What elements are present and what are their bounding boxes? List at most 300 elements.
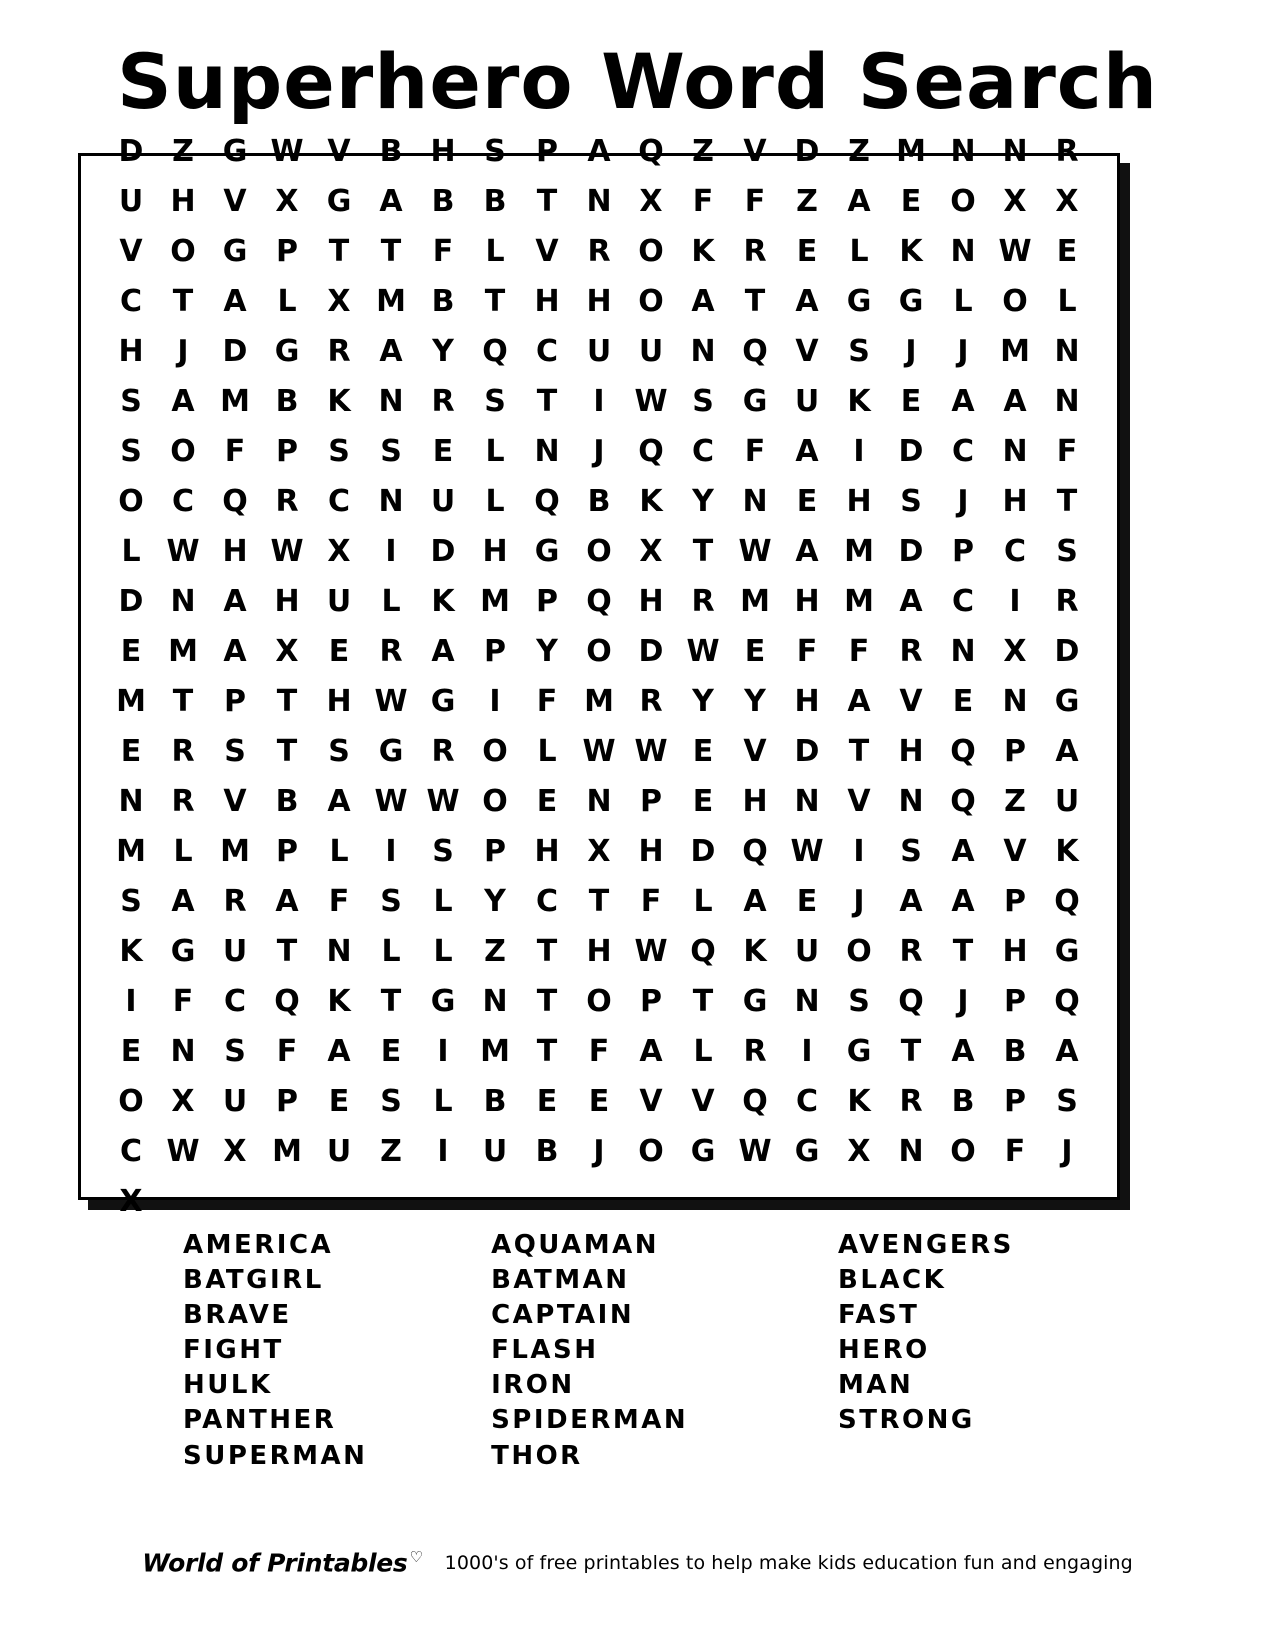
grid-cell: A [275,883,299,919]
grid-cell: E [120,633,142,669]
grid-cell: V [639,1083,663,1119]
grid-cell: O [950,1133,976,1169]
grid-cell: W [426,783,460,819]
grid-cell: E [120,733,142,769]
grid-cell: I [853,833,865,869]
grid-cell: P [276,833,298,869]
grid-cell: R [275,483,299,519]
grid-cell: X [1055,183,1079,219]
grid-cell: O [170,433,196,469]
grid-cell: S [328,733,350,769]
grid-cell: Y [432,333,454,369]
grid-cell: X [639,533,663,569]
grid-cell: A [847,683,871,719]
grid-cell: W [738,1133,772,1169]
grid-cell: F [588,1033,610,1069]
grid-cell: M [844,533,874,569]
grid-cell: P [276,433,298,469]
grid-cell: V [795,333,819,369]
grid-cell: M [116,683,146,719]
brand-name: World of Printables [142,1548,408,1578]
grid-cell: T [172,683,194,719]
grid-cell: T [952,933,974,969]
grid-cell: Y [484,883,506,919]
grid-cell: S [1056,533,1078,569]
grid-cell: Q [690,933,716,969]
grid-cell: L [381,583,401,619]
grid-cell: Z [1004,783,1026,819]
grid-cell: A [327,1033,351,1069]
grid-cell: W [738,533,772,569]
grid-cell: J [1061,1133,1073,1169]
grid-cell: W [270,533,304,569]
grid-cell: H [1002,483,1028,519]
grid-cell: A [951,833,975,869]
grid-cell: S [848,983,870,1019]
grid-cell: H [482,533,508,569]
grid-cell: T [692,983,714,1019]
grid-cell: F [848,633,870,669]
word-list-item: AMERICA [183,1230,334,1260]
word-list-item: THOR [491,1440,583,1471]
grid-cell: E [952,683,974,719]
grid-cell: V [535,233,559,269]
grid-cell: S [484,133,506,169]
grid-cell: W [166,533,200,569]
grid-cell: L [485,483,505,519]
heart-icon: ♡ [409,1548,423,1566]
grid-cell: H [586,283,612,319]
grid-cell: K [847,383,871,419]
grid-cell: T [380,233,402,269]
grid-cell: M [740,583,770,619]
grid-cell: K [743,933,767,969]
grid-cell: N [794,983,820,1019]
word-list-item: SPIDERMAN [491,1405,689,1436]
grid-cell: G [534,533,560,569]
grid-cell: Y [536,633,558,669]
grid-cell: S [120,883,142,919]
grid-cell: Y [692,683,714,719]
grid-cell: S [380,433,402,469]
grid-cell: A [743,883,767,919]
grid-cell: H [742,783,768,819]
grid-cell: C [951,433,975,469]
grid-cell: B [535,1133,559,1169]
grid-cell: O [586,633,612,669]
grid-cell: N [950,133,976,169]
grid-cell: H [898,733,924,769]
grid-cell: E [536,783,558,819]
grid-cell: A [327,783,351,819]
grid-cell: G [222,233,248,269]
grid-cell: D [118,583,144,619]
grid-cell: Q [586,583,612,619]
grid-cell: I [801,1033,813,1069]
grid-cell: O [118,483,144,519]
grid-cell: A [899,583,923,619]
word-list-item: AVENGERS [838,1230,1014,1260]
grid-cell: D [794,133,820,169]
grid-cell: M [844,583,874,619]
grid-cell: A [223,633,247,669]
grid-cell: R [223,883,247,919]
footer [0,1548,1275,1577]
grid-cell: N [534,433,560,469]
grid-cell: D [898,433,924,469]
grid-cell: J [957,333,969,369]
grid-cell: N [950,633,976,669]
grid-cell: M [272,1133,302,1169]
page-title: Superhero Word Search [117,37,1158,126]
grid-cell: U [586,333,612,369]
grid-cell: C [327,483,351,519]
grid-cell: N [586,183,612,219]
word-search-grid [78,133,1120,1219]
word-list-item: BLACK [838,1265,947,1296]
grid-cell: H [534,283,560,319]
grid-cell: C [795,1083,819,1119]
grid-cell: L [485,433,505,469]
grid-cell: P [536,583,558,619]
grid-cell: Z [484,933,506,969]
grid-cell: Q [950,783,976,819]
grid-cell: I [489,683,501,719]
grid-cell: W [634,383,668,419]
grid-cell: S [900,833,922,869]
grid-cell: G [1054,683,1080,719]
grid-cell: P [276,233,298,269]
grid-cell: C [535,883,559,919]
grid-cell: F [536,683,558,719]
grid-cell: O [638,233,664,269]
word-list-item: HULK [183,1370,273,1401]
grid-cell: B [275,383,299,419]
grid-cell: S [120,433,142,469]
grid-cell: S [120,383,142,419]
grid-cell: K [639,483,663,519]
grid-cell: B [483,1083,507,1119]
grid-cell: A [431,633,455,669]
grid-cell: H [534,833,560,869]
word-list-column-2 [426,1228,773,1474]
word-list-column-3 [773,1228,1120,1474]
grid-cell: S [1056,1083,1078,1119]
grid-cell: L [693,1033,713,1069]
grid-cell: H [1002,933,1028,969]
grid-cell: M [116,833,146,869]
grid-cell: D [1054,633,1080,669]
grid-cell: Z [796,183,818,219]
grid-cell: Z [172,133,194,169]
grid-cell: E [744,633,766,669]
grid-cell: A [795,283,819,319]
grid-cell: H [274,583,300,619]
grid-cell: E [536,1083,558,1119]
letter-grid [105,127,1093,1227]
grid-cell: U [1054,783,1080,819]
grid-cell: R [587,233,611,269]
grid-cell: A [223,583,247,619]
grid-cell: W [686,633,720,669]
grid-cell: N [898,1133,924,1169]
grid-cell: O [586,983,612,1019]
word-list-item: BATMAN [491,1265,630,1296]
grid-cell: L [433,1083,453,1119]
grid-cell: A [1055,733,1079,769]
grid-cell: N [378,483,404,519]
grid-cell: E [120,1033,142,1069]
grid-cell: P [224,683,246,719]
grid-cell: A [379,333,403,369]
grid-cell: A [171,383,195,419]
grid-cell: L [173,833,193,869]
grid-cell: M [584,683,614,719]
grid-cell: T [536,933,558,969]
grid-cell: R [1055,583,1079,619]
word-list-item: FIGHT [183,1335,284,1366]
grid-cell: B [587,483,611,519]
grid-cell: C [1003,533,1027,569]
grid-cell: L [849,233,869,269]
grid-cell: E [900,383,922,419]
grid-cell: D [638,633,664,669]
grid-cell: O [950,183,976,219]
grid-cell: L [537,733,557,769]
grid-cell: H [794,683,820,719]
grid-cell: V [847,783,871,819]
grid-cell: B [1003,1033,1027,1069]
grid-cell: L [277,283,297,319]
grid-cell: E [380,1033,402,1069]
grid-cell: E [796,233,818,269]
grid-cell: U [326,583,352,619]
grid-cell: G [1054,933,1080,969]
grid-cell: N [898,783,924,819]
grid-cell: V [223,783,247,819]
grid-cell: B [431,283,455,319]
grid-cell: A [951,1033,975,1069]
grid-cell: Q [742,1083,768,1119]
grid-cell: Y [744,683,766,719]
grid-cell: M [220,383,250,419]
grid-cell: E [796,483,818,519]
grid-cell: R [639,683,663,719]
grid-cell: M [896,133,926,169]
grid-cell: E [328,633,350,669]
grid-cell: B [483,183,507,219]
grid-cell: W [634,933,668,969]
grid-cell: N [794,783,820,819]
grid-cell: N [1054,333,1080,369]
word-list-item: HERO [838,1335,930,1366]
grid-cell: Q [742,833,768,869]
grid-cell: G [378,733,404,769]
grid-cell: X [327,533,351,569]
grid-cell: M [220,833,250,869]
grid-cell: P [1004,983,1026,1019]
grid-cell: E [900,183,922,219]
grid-cell: F [796,633,818,669]
grid-cell: F [692,183,714,219]
grid-cell: R [1055,133,1079,169]
grid-cell: H [222,533,248,569]
grid-cell: I [437,1133,449,1169]
grid-cell: O [482,783,508,819]
grid-cell: G [170,933,196,969]
grid-cell: L [121,533,141,569]
word-list-item: MAN [838,1370,914,1401]
grid-cell: D [430,533,456,569]
grid-cell: P [640,783,662,819]
grid-cell: U [638,333,664,369]
grid-cell: P [536,133,558,169]
word-list-item: FAST [838,1300,920,1331]
grid-cell: O [586,533,612,569]
grid-cell: Y [692,483,714,519]
grid-cell: K [899,233,923,269]
grid-cell: G [222,133,248,169]
grid-cell: E [588,1083,610,1119]
grid-cell: S [224,1033,246,1069]
grid-cell: D [118,133,144,169]
grid-cell: S [328,433,350,469]
grid-cell: G [898,283,924,319]
grid-cell: Q [898,983,924,1019]
grid-cell: N [950,233,976,269]
grid-cell: K [1055,833,1079,869]
grid-cell: C [951,583,975,619]
grid-cell: B [951,1083,975,1119]
word-list-item: STRONG [838,1405,975,1436]
grid-cell: F [1004,1133,1026,1169]
grid-cell: T [484,283,506,319]
grid-cell: R [743,1033,767,1069]
grid-cell: V [1003,833,1027,869]
grid-cell: A [847,183,871,219]
grid-cell: W [998,233,1032,269]
grid-cell: G [690,1133,716,1169]
word-list-item: CAPTAIN [491,1300,635,1331]
grid-cell: S [848,333,870,369]
grid-cell: V [899,683,923,719]
grid-cell: R [431,733,455,769]
grid-cell: Q [274,983,300,1019]
grid-cell: M [480,583,510,619]
grid-cell: N [378,383,404,419]
grid-cell: T [1056,483,1078,519]
grid-cell: Q [1054,883,1080,919]
word-list [78,1228,1120,1474]
grid-cell: G [846,1033,872,1069]
grid-cell: K [431,583,455,619]
word-list-item: FLASH [491,1335,599,1366]
grid-cell: T [536,983,558,1019]
grid-cell: N [1054,383,1080,419]
grid-cell: A [795,533,819,569]
grid-cell: Q [950,733,976,769]
grid-cell: M [168,633,198,669]
grid-cell: T [276,683,298,719]
grid-cell: T [380,983,402,1019]
grid-cell: F [172,983,194,1019]
word-list-item: SUPERMAN [183,1440,368,1471]
grid-cell: N [742,483,768,519]
grid-cell: V [691,1083,715,1119]
grid-cell: J [957,483,969,519]
grid-cell: T [744,283,766,319]
grid-cell: X [639,183,663,219]
grid-cell: O [1002,283,1028,319]
grid-cell: R [691,583,715,619]
grid-cell: F [224,433,246,469]
grid-cell: W [270,133,304,169]
grid-cell: A [951,383,975,419]
grid-cell: P [276,1083,298,1119]
grid-cell: R [899,633,923,669]
grid-cell: H [430,133,456,169]
grid-cell: N [118,783,144,819]
grid-cell: T [172,283,194,319]
grid-cell: Q [1054,983,1080,1019]
grid-cell: V [327,133,351,169]
grid-cell: A [1003,383,1027,419]
grid-cell: Q [482,333,508,369]
grid-cell: X [119,1183,143,1219]
grid-cell: W [166,1133,200,1169]
grid-cell: U [794,933,820,969]
grid-cell: O [638,1133,664,1169]
grid-cell: H [118,333,144,369]
grid-cell: A [899,883,923,919]
grid-cell: A [639,1033,663,1069]
grid-cell: J [853,883,865,919]
grid-cell: R [899,933,923,969]
grid-cell: P [484,633,506,669]
grid-cell: C [119,1133,143,1169]
word-list-column-1 [78,1228,426,1474]
grid-cell: X [223,1133,247,1169]
grid-cell: T [276,933,298,969]
grid-cell: G [846,283,872,319]
word-list-item: BRAVE [183,1300,292,1331]
grid-cell: E [796,883,818,919]
grid-cell: U [482,1133,508,1169]
grid-cell: F [432,233,454,269]
grid-cell: I [385,833,397,869]
grid-cell: R [899,1083,923,1119]
grid-cell: H [638,583,664,619]
grid-cell: K [847,1083,871,1119]
grid-cell: R [743,233,767,269]
grid-cell: G [430,983,456,1019]
grid-cell: G [326,183,352,219]
brand-logo [142,1548,422,1577]
grid-cell: D [898,533,924,569]
grid-cell: T [536,1033,558,1069]
grid-cell: S [432,833,454,869]
grid-cell: T [900,1033,922,1069]
grid-cell: F [744,183,766,219]
grid-cell: X [275,183,299,219]
grid-cell: I [385,533,397,569]
grid-cell: F [744,433,766,469]
grid-cell: M [480,1033,510,1069]
grid-cell: F [1056,433,1078,469]
grid-cell: A [951,883,975,919]
grid-cell: V [223,183,247,219]
grid-cell: T [588,883,610,919]
